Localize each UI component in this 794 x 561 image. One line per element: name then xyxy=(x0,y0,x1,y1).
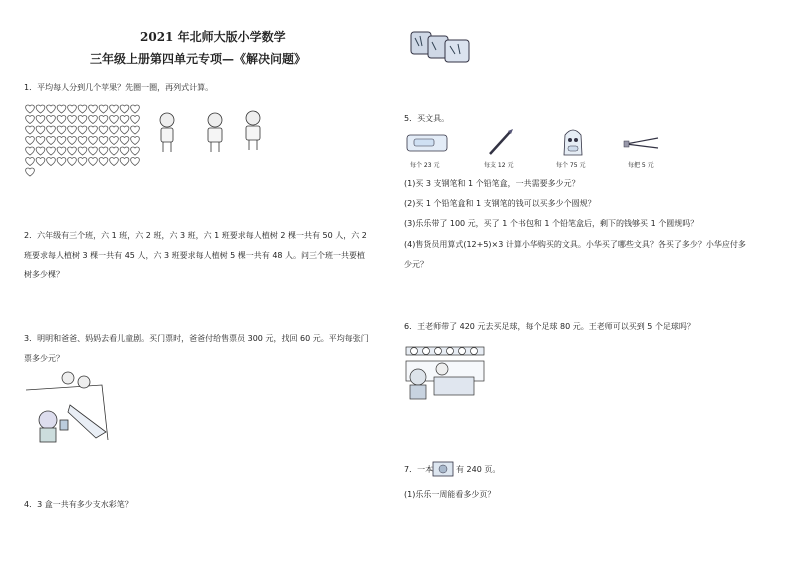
apple-icon xyxy=(26,147,35,155)
question-7-sub-1: (1)乐乐一周能看多少页？ xyxy=(404,490,496,499)
apple-icon xyxy=(120,126,129,134)
apple-icon xyxy=(36,147,45,155)
apple-grid xyxy=(24,103,144,173)
apple-icon xyxy=(26,168,35,176)
apple-icon xyxy=(47,158,56,166)
price-pencil-case: 每个 23 元 xyxy=(410,162,440,169)
apple-icon xyxy=(99,147,108,155)
apple-icon xyxy=(120,158,129,166)
question-5-sub-4-line-2: 少元？ xyxy=(404,260,428,269)
apple-icon xyxy=(99,116,108,124)
apple-icon xyxy=(131,105,140,113)
apple-icon xyxy=(120,147,129,155)
apple-icon xyxy=(110,105,119,113)
backpack-icon xyxy=(561,127,585,157)
apple-icon xyxy=(78,116,87,124)
question-4: 4．3 盒一共有多少支水彩笔？ xyxy=(24,500,133,509)
apple-icon xyxy=(68,126,77,134)
question-1: 1．平均每人分到几个苹果？先圈一圈，再列式计算。 xyxy=(24,83,214,92)
apple-icon xyxy=(26,126,35,134)
apple-icon xyxy=(131,137,140,145)
apple-icon xyxy=(36,158,45,166)
price-backpack: 每个 75 元 xyxy=(556,162,586,169)
children-figures xyxy=(155,110,265,160)
apple-icon xyxy=(120,105,129,113)
compass-icon xyxy=(624,134,660,154)
apple-icon xyxy=(26,137,35,145)
apple-icon xyxy=(47,105,56,113)
apple-icon xyxy=(89,147,98,155)
apple-icon xyxy=(78,137,87,145)
apple-icon xyxy=(68,116,77,124)
apple-icon xyxy=(78,105,87,113)
ticket-office-illustration xyxy=(24,370,109,445)
apple-icon xyxy=(78,158,87,166)
pencil-case-icon xyxy=(406,133,448,153)
apple-icon xyxy=(89,105,98,113)
apple-icon xyxy=(89,158,98,166)
price-compass: 每把 5 元 xyxy=(628,162,654,169)
apple-icon xyxy=(68,158,77,166)
apple-icon xyxy=(120,137,129,145)
apple-icon xyxy=(57,116,66,124)
apple-icon xyxy=(36,126,45,134)
apple-icon xyxy=(36,116,45,124)
apple-icon xyxy=(110,137,119,145)
apple-icon xyxy=(99,105,108,113)
question-5: 5．买文具。 xyxy=(404,114,450,123)
apple-icon xyxy=(99,126,108,134)
question-7-suffix: 有 240 页。 xyxy=(456,465,501,474)
apple-icon xyxy=(47,116,56,124)
apple-icon xyxy=(68,105,77,113)
pen-icon xyxy=(486,128,516,156)
apple-icon xyxy=(57,158,66,166)
marker-boxes-icon xyxy=(410,30,470,62)
apple-icon xyxy=(110,147,119,155)
question-5-sub-1: (1)买 3 支钢笔和 1 个铅笔盒，一共需要多少元？ xyxy=(404,179,580,188)
apple-icon xyxy=(68,137,77,145)
question-6: 6．王老师带了 420 元去买足球，每个足球 80 元。王老师可以买到 5 个足球吗？ xyxy=(404,322,695,331)
apple-icon xyxy=(57,126,66,134)
question-3-line-2: 票多少元？ xyxy=(24,354,64,363)
apple-icon xyxy=(26,158,35,166)
price-pen: 每支 12 元 xyxy=(484,162,514,169)
apple-icon xyxy=(131,147,140,155)
apple-icon xyxy=(57,137,66,145)
question-5-sub-2: (2)买 1 个铅笔盒和 1 支钢笔的钱可以买多少个圆规？ xyxy=(404,199,596,208)
apple-icon xyxy=(131,158,140,166)
question-2-line-3: 树多少棵？ xyxy=(24,270,64,279)
question-5-sub-4-line-1: (4)售货员用算式(12+5)×3 计算小华购买的文具。小华买了哪些文具？各买了多少？小华应付多 xyxy=(404,240,746,249)
apple-icon xyxy=(131,116,140,124)
apple-icon xyxy=(47,137,56,145)
apple-icon xyxy=(78,126,87,134)
apple-icon xyxy=(36,137,45,145)
question-2-line-2: 班要求每人植树 3 棵一共有 45 人，六 3 班要求每人植树 5 棵一共有 48 人。问三个班一共要植 xyxy=(24,251,366,260)
apple-icon xyxy=(99,158,108,166)
apple-icon xyxy=(110,126,119,134)
football-shop-illustration xyxy=(406,343,486,401)
apple-icon xyxy=(89,116,98,124)
apple-icon xyxy=(110,158,119,166)
apple-icon xyxy=(89,137,98,145)
apple-icon xyxy=(68,147,77,155)
page-subtitle: 三年级上册第四单元专项—《解决问题》 xyxy=(90,52,307,66)
apple-icon xyxy=(26,105,35,113)
apple-icon xyxy=(26,116,35,124)
question-5-sub-3: (3)乐乐带了 100 元，买了 1 个书包和 1 个铅笔盒后，剩下的钱够买 1 个圆规吗？ xyxy=(404,219,699,228)
apple-icon xyxy=(47,147,56,155)
apple-icon xyxy=(36,105,45,113)
book-icon xyxy=(432,461,454,477)
apple-icon xyxy=(99,137,108,145)
question-7-prefix: 7．一本 xyxy=(404,465,434,474)
page-title: 2021 年北师大版小学数学 xyxy=(140,30,286,44)
apple-icon xyxy=(110,116,119,124)
apple-icon xyxy=(120,116,129,124)
apple-icon xyxy=(57,147,66,155)
apple-icon xyxy=(78,147,87,155)
question-2-line-1: 2．六年级有三个班，六 1 班，六 2 班，六 3 班，六 1 班要求每人植树 2 棵一共有 50 人，六 2 xyxy=(24,231,367,240)
apple-icon xyxy=(89,126,98,134)
apple-icon xyxy=(131,126,140,134)
apple-icon xyxy=(47,126,56,134)
apple-icon xyxy=(57,105,66,113)
question-3-line-1: 3．明明和爸爸、妈妈去看儿童剧。买门票时，爸爸付给售票员 300 元，找回 60 元。平均每张门 xyxy=(24,334,369,343)
